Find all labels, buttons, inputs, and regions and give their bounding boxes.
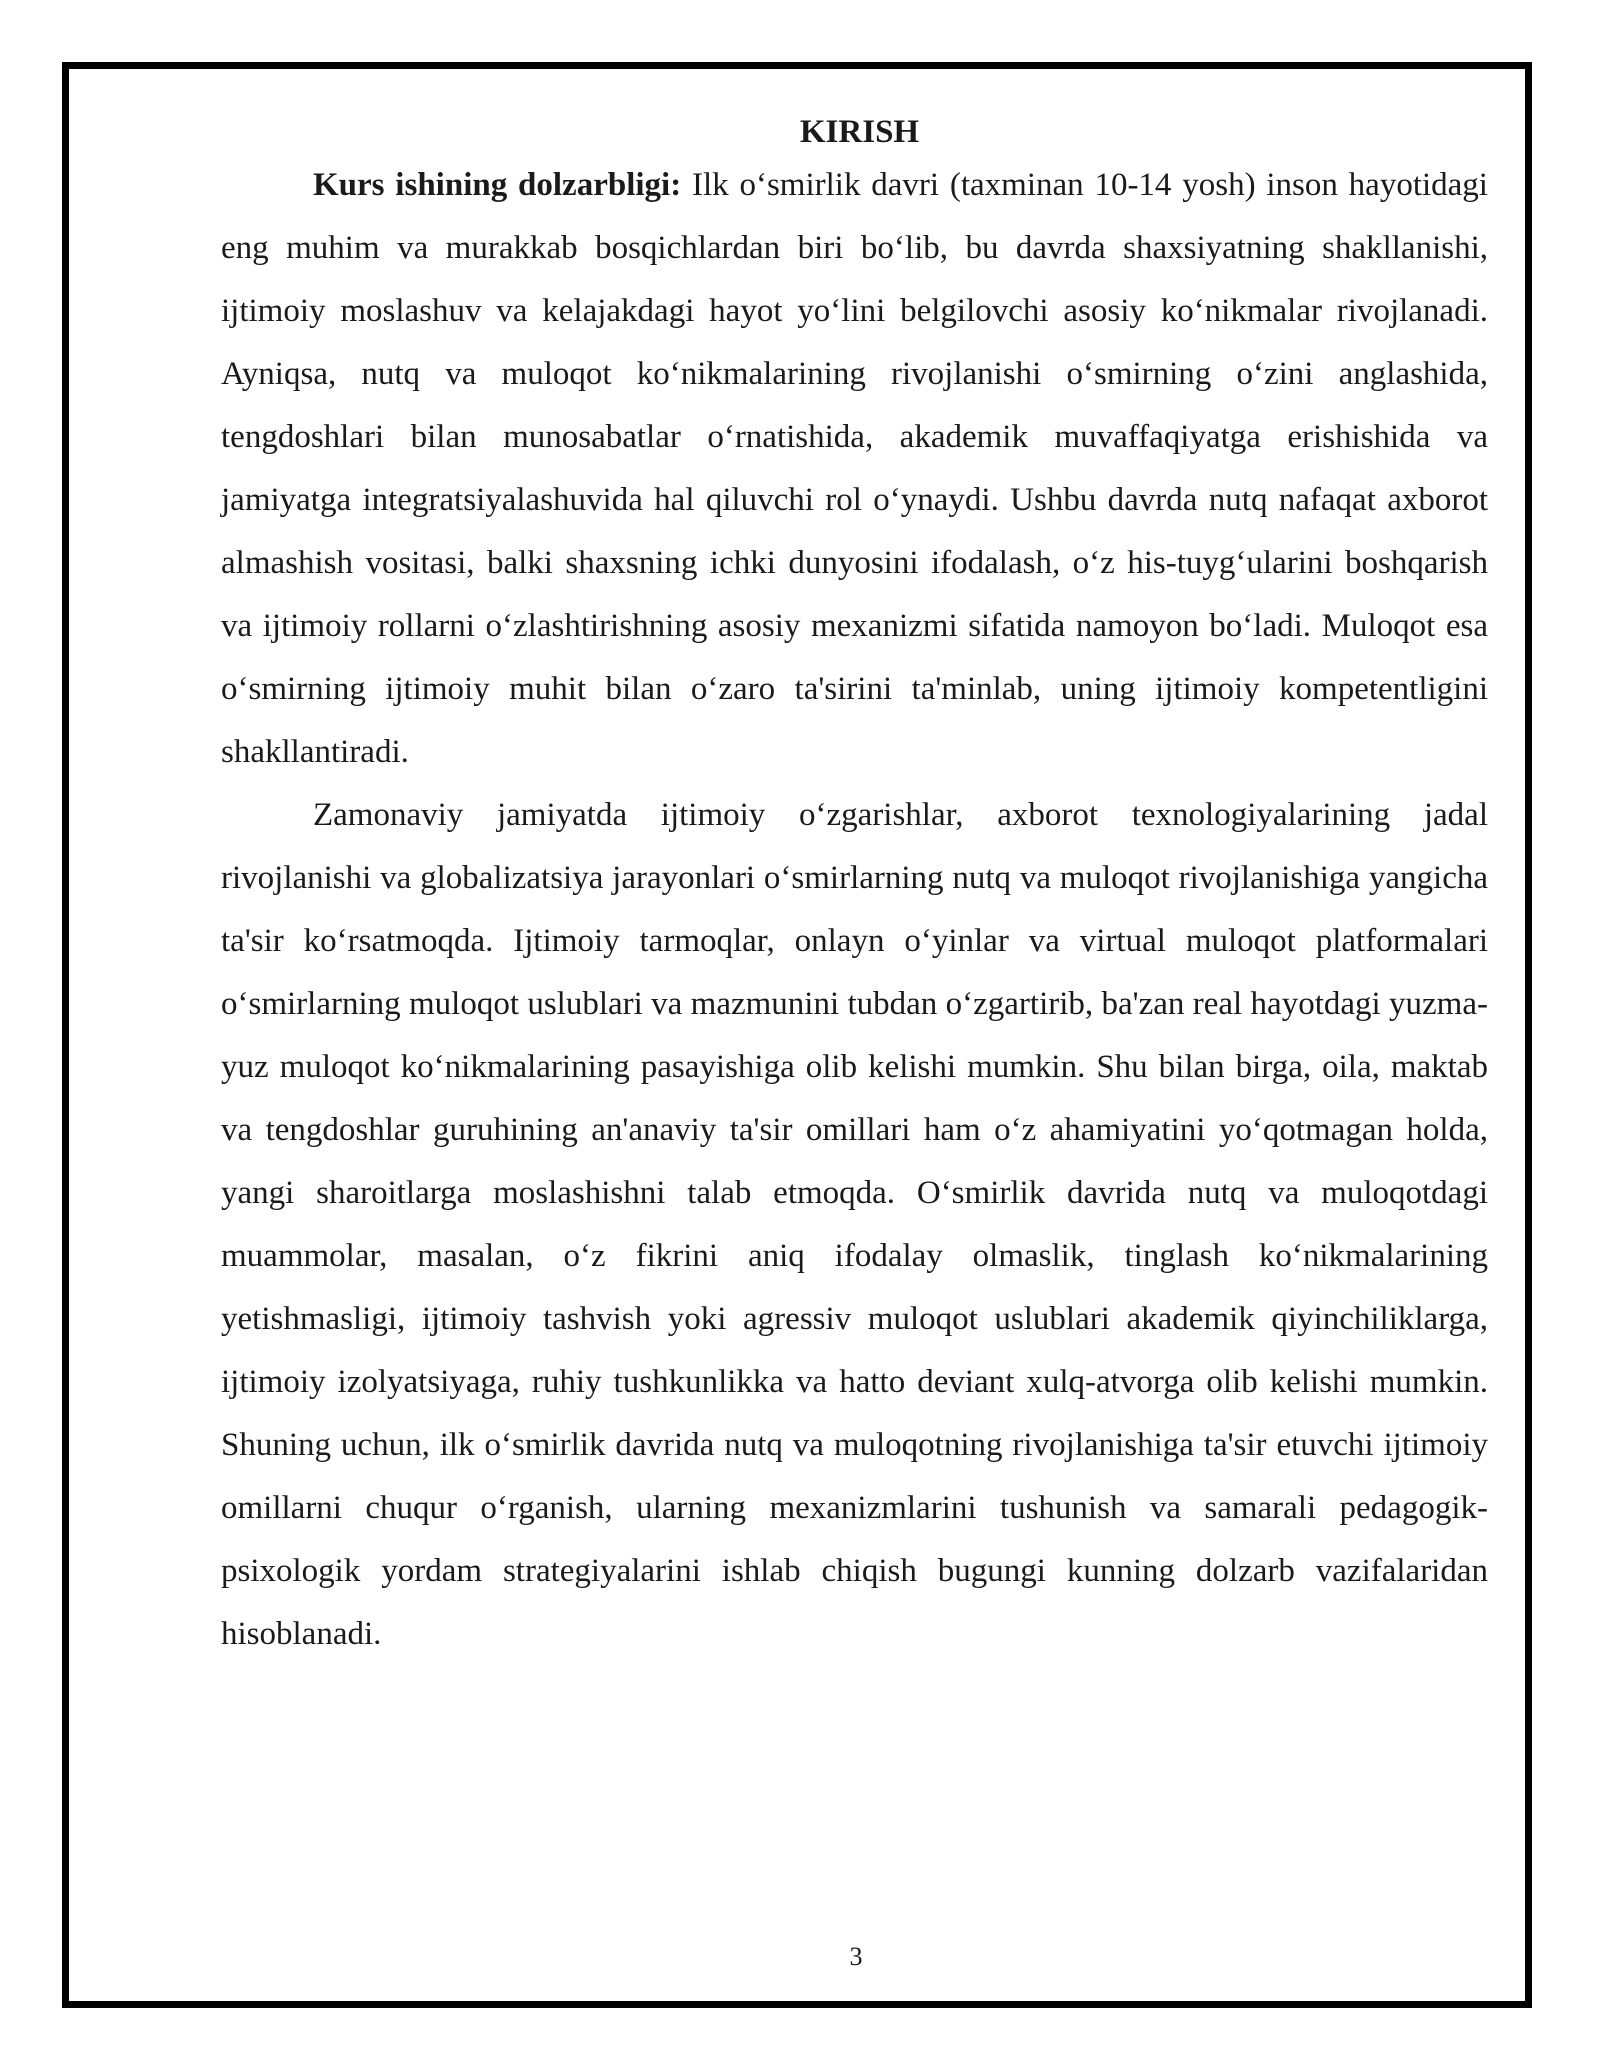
page-body: [221, 112, 1488, 1666]
paragraph-text: Ilk oʻsmirlik davri (taxminan 10-14 yosh) inson hayotidagi eng muhim va murakkab bosqichlardan biri boʻlib, bu davrda shaxsiyatning shakllanishi, ijtimoiy moslashuv va kelajakdagi hayot yoʻlini belgilovchi asosiy koʻnikmalar rivojlanadi. Ayniqsa, nutq va muloqot koʻnikmalarining rivojlanishi oʻsmirning oʻzini anglashida, tengdoshlari bilan munosabatlar oʻrnatishida, akademik muvaffaqiyatga erishishida va jamiyatga integratsiyalashuvida hal qiluvchi rol oʻynaydi. Ushbu davrda nutq nafaqat axborot almashish vositasi, balki shaxsning ichki dunyosini ifodalash, oʻz his-tuygʻularini boshqarish va ijtimoiy rollarni oʻzlashtirishning asosiy mexanizmi sifatida namoyon boʻladi. Muloqot esa oʻsmirning ijtimoiy muhit bilan oʻzaro ta'sirini ta'minlab, uning ijtimoiy kompetentligini shakllantiradi.: [221, 167, 1488, 770]
section-heading: KIRISH: [799, 114, 920, 150]
paragraph-relevance: [221, 154, 1488, 784]
page-number: 3: [849, 1942, 863, 1971]
paragraph-lead: Kurs ishining dolzarbligi:: [313, 167, 682, 203]
paragraph-text: Zamonaviy jamiyatda ijtimoiy oʻzgarishlar, axborot texnologiyalarining jadal rivojlanishi va globalizatsiya jarayonlari oʻsmirlarning nutq va muloqot rivojlanishiga yangicha ta'sir koʻrsatmoqda. Ijtimoiy tarmoqlar, onlayn oʻyinlar va virtual muloqot platformalari oʻsmirlarning muloqot uslublari va mazmunini tubdan oʻzgartirib, ba'zan real hayotdagi yuzma-yuz muloqot koʻnikmalarining pasayishiga olib kelishi mumkin. Shu bilan birga, oila, maktab va tengdoshlar guruhining an'anaviy ta'sir omillari ham oʻz ahamiyatini yoʻqotmagan holda, yangi sharoitlarga moslashishni talab etmoqda. Oʻsmirlik davrida nutq va muloqotdagi muammolar, masalan, oʻz fikrini aniq ifodalay olmaslik, tinglash koʻnikmalarining yetishmasligi, ijtimoiy tashvish yoki agressiv muloqot uslublari akademik qiyinchiliklarga, ijtimoiy izolyatsiyaga, ruhiy tushkunlikka va hatto deviant xulq-atvorga olib kelishi mumkin. Shuning uchun, ilk oʻsmirlik davrida nutq va muloqotning rivojlanishiga ta'sir etuvchi ijtimoiy omillarni chuqur oʻrganish, ularning mexanizmlarini tushunish va samarali pedagogik-psixologik yordam strategiyalarini ishlab chiqish bugungi kunning dolzarb vazifalaridan hisoblanadi.: [221, 797, 1488, 1652]
paragraph-modern-society: [221, 784, 1488, 1666]
